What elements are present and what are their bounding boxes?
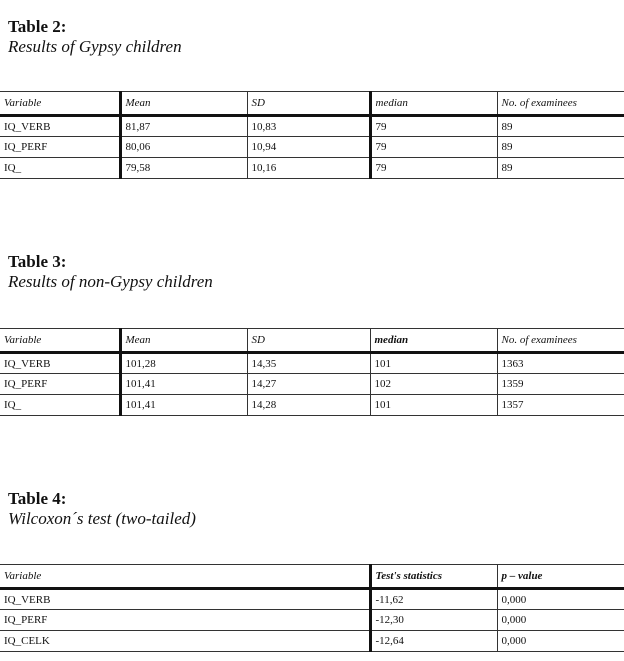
table-cell: -12,30 bbox=[370, 610, 497, 631]
table-cell: 0,000 bbox=[497, 610, 624, 631]
table4-caption bbox=[8, 489, 196, 529]
table-cell: 79 bbox=[370, 116, 497, 137]
table-cell: 0,000 bbox=[497, 631, 624, 652]
table4 bbox=[0, 564, 624, 652]
table-row bbox=[0, 589, 624, 610]
table-cell: 0,000 bbox=[497, 589, 624, 610]
table-cell: 89 bbox=[497, 158, 624, 179]
table-cell: 1359 bbox=[497, 374, 624, 395]
table3-header-variable: Variable bbox=[0, 329, 120, 353]
table-cell: 101,41 bbox=[120, 395, 247, 416]
table-cell: 80,06 bbox=[120, 137, 247, 158]
table-cell: IQ_ bbox=[0, 158, 120, 179]
table-row bbox=[0, 353, 624, 374]
table-cell: -12,64 bbox=[370, 631, 497, 652]
table-cell: 14,28 bbox=[247, 395, 370, 416]
table2-subtitle: Results of Gypsy children bbox=[8, 37, 182, 56]
table2-header-variable: Variable bbox=[0, 92, 120, 116]
table2-header-median: median bbox=[370, 92, 497, 116]
table4-header-test-statistics: Test's statistics bbox=[370, 565, 497, 589]
table3-subtitle: Results of non-Gypsy children bbox=[8, 272, 213, 291]
table3-header-median: median bbox=[370, 329, 497, 353]
table-cell: IQ_PERF bbox=[0, 610, 370, 631]
table-cell: 101 bbox=[370, 395, 497, 416]
table3-header-sd: SD bbox=[247, 329, 370, 353]
table4-header-row bbox=[0, 565, 624, 589]
table-row bbox=[0, 631, 624, 652]
table-cell: 101,28 bbox=[120, 353, 247, 374]
table4-title: Table 4: bbox=[8, 489, 67, 508]
table-row bbox=[0, 158, 624, 179]
table-row bbox=[0, 395, 624, 416]
table2-header-mean: Mean bbox=[120, 92, 247, 116]
table-row bbox=[0, 116, 624, 137]
table-cell: 1363 bbox=[497, 353, 624, 374]
table3-header-row bbox=[0, 329, 624, 353]
table-cell: 1357 bbox=[497, 395, 624, 416]
table-cell: IQ_VERB bbox=[0, 116, 120, 137]
table-cell: IQ_VERB bbox=[0, 353, 120, 374]
table-cell: 10,83 bbox=[247, 116, 370, 137]
table-cell: -11,62 bbox=[370, 589, 497, 610]
table-row bbox=[0, 374, 624, 395]
table-cell: 79,58 bbox=[120, 158, 247, 179]
table-cell: 81,87 bbox=[120, 116, 247, 137]
table3-header-examinees: No. of examinees bbox=[497, 329, 624, 353]
table-cell: IQ_ bbox=[0, 395, 120, 416]
table4-subtitle: Wilcoxon´s test (two-tailed) bbox=[8, 509, 196, 528]
table-row bbox=[0, 610, 624, 631]
table-cell: 101,41 bbox=[120, 374, 247, 395]
table-cell: 14,27 bbox=[247, 374, 370, 395]
table-cell: IQ_VERB bbox=[0, 589, 370, 610]
table2-header-row bbox=[0, 92, 624, 116]
table3 bbox=[0, 328, 624, 416]
table-cell: 79 bbox=[370, 137, 497, 158]
table3-header-mean: Mean bbox=[120, 329, 247, 353]
table-cell: 89 bbox=[497, 137, 624, 158]
table2 bbox=[0, 91, 624, 179]
table2-header-sd: SD bbox=[247, 92, 370, 116]
table-cell: IQ_CELK bbox=[0, 631, 370, 652]
table-cell: 10,16 bbox=[247, 158, 370, 179]
table-cell: 79 bbox=[370, 158, 497, 179]
table2-title: Table 2: bbox=[8, 17, 67, 36]
table-row bbox=[0, 137, 624, 158]
table-cell: 102 bbox=[370, 374, 497, 395]
table4-header-p-value: p – value bbox=[497, 565, 624, 589]
table2-header-examinees: No. of examinees bbox=[497, 92, 624, 116]
table-cell: 101 bbox=[370, 353, 497, 374]
table2-caption bbox=[8, 17, 182, 57]
table-cell: 14,35 bbox=[247, 353, 370, 374]
table3-title: Table 3: bbox=[8, 252, 67, 271]
table-cell: IQ_PERF bbox=[0, 374, 120, 395]
table3-caption bbox=[8, 252, 213, 292]
table4-header-variable: Variable bbox=[0, 565, 370, 589]
table-cell: 10,94 bbox=[247, 137, 370, 158]
table-cell: 89 bbox=[497, 116, 624, 137]
table-cell: IQ_PERF bbox=[0, 137, 120, 158]
